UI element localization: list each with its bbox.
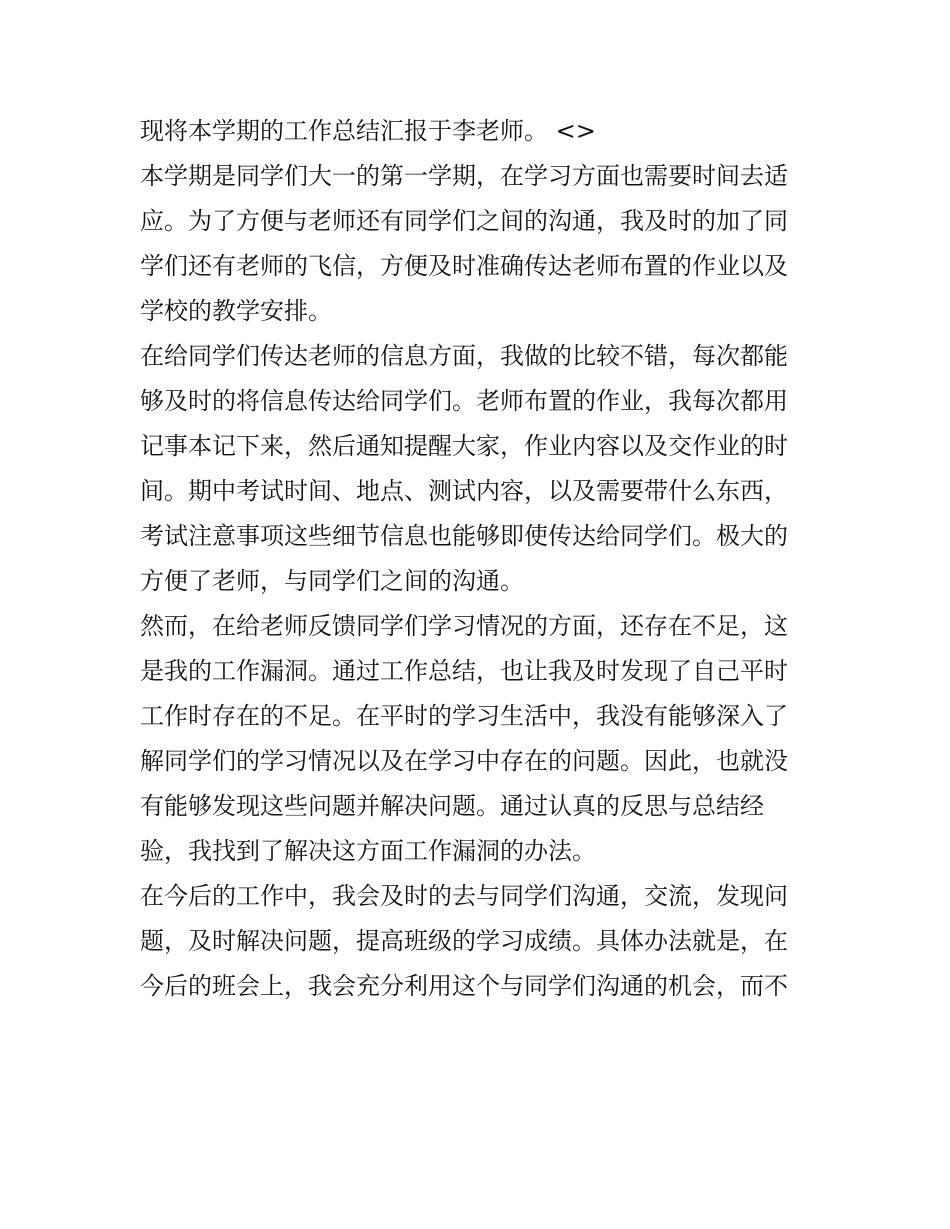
text-line: 解同学们的学习情况以及在学习中存在的问题。因此，也就没	[140, 747, 788, 775]
text-line: 现将本学期的工作总结汇报于李老师。 <>	[140, 117, 596, 145]
text-line: 学校的教学安排。	[140, 297, 332, 325]
text-line: 工作时存在的不足。在平时的学习生活中，我没有能够深入了	[140, 702, 788, 730]
text-line: 今后的班会上，我会充分利用这个与同学们沟通的机会，而不	[140, 972, 788, 1000]
text-line: 够及时的将信息传达给同学们。老师布置的作业，我每次都用	[140, 387, 788, 415]
text-line: 在今后的工作中，我会及时的去与同学们沟通，交流，发现问	[140, 882, 788, 910]
text-line: 在给同学们传达老师的信息方面，我做的比较不错，每次都能	[140, 342, 788, 370]
text-line: 方便了老师，与同学们之间的沟通。	[140, 567, 524, 595]
text-line: 题，及时解决问题，提高班级的学习成绩。具体办法就是，在	[140, 927, 788, 955]
document-body	[140, 109, 820, 1009]
text-line: 应。为了方便与老师还有同学们之间的沟通，我及时的加了同	[140, 207, 788, 235]
text-line: 学们还有老师的飞信，方便及时准确传达老师布置的作业以及	[140, 252, 788, 280]
text-line: 有能够发现这些问题并解决问题。通过认真的反思与总结经	[140, 792, 764, 820]
text-line: 然而，在给老师反馈同学们学习情况的方面，还存在不足，这	[140, 612, 788, 640]
text-line: 是我的工作漏洞。通过工作总结，也让我及时发现了自己平时	[140, 657, 788, 685]
text-line: 间。期中考试时间、地点、测试内容，以及需要带什么东西，	[140, 477, 788, 505]
text-line: 验，我找到了解决这方面工作漏洞的办法。	[140, 837, 596, 865]
text-line: 记事本记下来，然后通知提醒大家，作业内容以及交作业的时	[140, 432, 788, 460]
text-line: 考试注意事项这些细节信息也能够即使传达给同学们。极大的	[140, 522, 788, 550]
text-line: 本学期是同学们大一的第一学期，在学习方面也需要时间去适	[140, 162, 788, 190]
